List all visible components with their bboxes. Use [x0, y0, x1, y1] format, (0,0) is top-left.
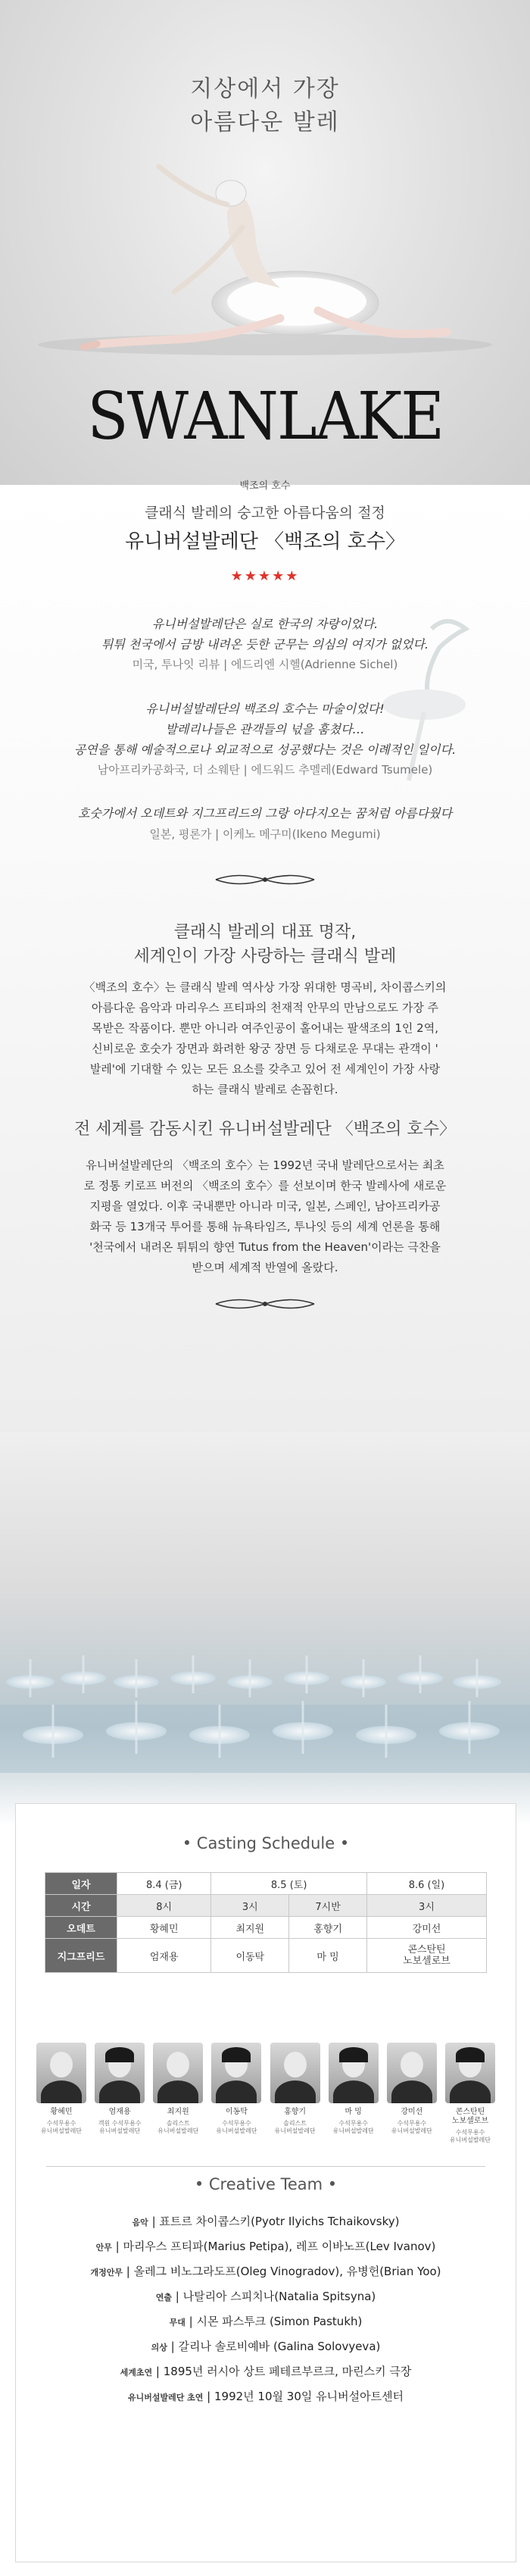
table-cell: 황혜민: [117, 1917, 211, 1939]
table-cell: 7시반: [289, 1895, 367, 1917]
hero-banner: [0, 0, 530, 492]
dancer-name: 이동탁: [225, 2108, 248, 2116]
body-line: 발레'에 기대할 수 있는 모든 요소를 갖추고 있어 전 세계인이 가장 사랑: [89, 1062, 441, 1076]
credit-separator: |: [148, 2215, 160, 2228]
casting-schedule-title: • Casting Schedule •: [182, 1834, 350, 1852]
dancer-role: 솔리스트 유니버설발레단: [274, 2120, 316, 2134]
credit-role: 안무: [95, 2243, 112, 2252]
credit-row: [16, 2384, 516, 2409]
credit-person: 마리우스 프티파(Marius Petipa), 레프 이바노프(Lev Ivanov): [123, 2240, 436, 2253]
body-line: 하는 클래식 발레로 손꼽힌다.: [192, 1083, 338, 1096]
dancer-name: 엄재용: [108, 2108, 131, 2116]
table-cell: 엄재용: [117, 1939, 211, 1973]
credit-person: 갈리나 솔로비예바 (Galina Solovyeva): [178, 2340, 381, 2353]
body-line: 지평을 열었다. 이후 국내뿐만 아니라 미국, 일본, 스페인, 남아프리카공: [89, 1199, 441, 1213]
body-line: 유니버설발레단의 〈백조의 호수〉는 1992년 국내 발레단으로서는 최초: [86, 1158, 444, 1172]
dancer-card: [34, 2043, 89, 2156]
creative-team-list: [16, 2209, 516, 2409]
credit-role: 연출: [155, 2293, 172, 2302]
dancer-photo: [153, 2043, 203, 2103]
logo-subtitle: 백조의 호수: [239, 480, 291, 492]
ornament-divider: [212, 1296, 318, 1312]
dancer-role: 수석무용수 유니버설발레단: [40, 2120, 83, 2134]
table-row-label: 일자: [45, 1873, 117, 1895]
casting-schedule-table: [45, 1872, 487, 1973]
ballerina-illustration: [0, 159, 530, 508]
dancer-role: 객원 수석무용수 유니버설발레단: [98, 2120, 142, 2134]
dancer-photo: [270, 2043, 320, 2103]
section-title-world: 전 세계를 감동시킨 유니버설발레단 〈백조의 호수〉: [73, 1120, 456, 1139]
rating-stars: ★★★★★: [230, 568, 300, 584]
credit-row: [16, 2284, 516, 2309]
dancer-photo: [211, 2043, 261, 2103]
body-line: 로 정통 키로프 버전의 〈백조의 호수〉를 선보이며 한국 발레사에 새로운: [83, 1179, 447, 1193]
table-cell: 8.6 (일): [366, 1873, 486, 1895]
credit-row: [16, 2209, 516, 2234]
table-cell: 마 밍: [289, 1939, 367, 1973]
dancer-role: 수석무용수 유니버설발레단: [216, 2120, 257, 2134]
hero-tagline-line1: 지상에서 가장: [190, 76, 340, 102]
table-cell: 이동탁: [211, 1939, 289, 1973]
credit-separator: |: [122, 2265, 134, 2278]
body-line: 아름다운 음악과 마리우스 프티파의 천재적 안무의 만남으로도 가장 주: [91, 1001, 439, 1014]
quote-line: 호숫가에서 오데트와 지그프리드의 그랑 아다지오는 꿈처럼 아름다웠다: [77, 806, 453, 821]
table-cell: 강미선: [366, 1917, 486, 1939]
credit-row: [16, 2234, 516, 2259]
credit-person: 나탈리아 스피치나(Natalia Spitsyna): [182, 2290, 376, 2303]
ornament-divider: [212, 871, 318, 888]
dancer-role: 수석무용수 유니버설발레단: [332, 2120, 374, 2134]
table-cell: 8시: [117, 1895, 211, 1917]
dancer-portraits: [34, 2043, 497, 2156]
credit-role: 음악: [132, 2218, 148, 2227]
credit-row: [16, 2309, 516, 2334]
dancer-name: 최지원: [167, 2108, 189, 2116]
table-cell: 홍향기: [289, 1917, 367, 1939]
dancer-role: 솔리스트 유니버설발레단: [157, 2120, 199, 2134]
dancer-card: [268, 2043, 323, 2156]
dancer-role: 수석무용수 유니버설발레단: [391, 2120, 432, 2134]
body-line: 화국 등 13개국 투어를 통해 뉴욕타임즈, 투나잇 등의 세계 언론을 통해: [89, 1220, 441, 1233]
section-title-line: 클래식 발레의 대표 명작,: [173, 923, 357, 942]
credit-person: 올레그 비노그라도프(Oleg Vinogradov), 유병헌(Brian Yoo): [133, 2265, 441, 2278]
dancer-photo: [387, 2043, 437, 2103]
creative-team-title: • Creative Team •: [194, 2175, 338, 2193]
corps-de-ballet-photo: [0, 1432, 530, 1826]
credit-separator: |: [185, 2315, 197, 2328]
body-line: 받으며 세계적 반열에 올랐다.: [192, 1261, 338, 1274]
dancer-name: 황혜민: [50, 2108, 73, 2116]
dancer-photo: [95, 2043, 145, 2103]
credit-role: 무대: [169, 2318, 186, 2327]
table-row-label: 시간: [45, 1895, 117, 1917]
credit-separator: |: [172, 2290, 183, 2303]
body-line: '천국에서 내려온 튀튀의 향연 Tutus from the Heaven'이라는 극찬을: [89, 1240, 441, 1254]
dancer-card: [443, 2043, 497, 2156]
dancer-photo: [329, 2043, 379, 2103]
body-line: 신비로운 호숫가 장면과 화려한 왕궁 장면 등 다채로운 무대는 관객이 ': [92, 1042, 438, 1055]
quote-line: 유니버설발레단은 실로 한국의 자랑이었다.: [151, 617, 379, 631]
quote-line: 공연을 통해 예술적으로나 외교적으로 성공했다는 것은 이례적인 일이다.: [73, 742, 457, 757]
credit-role: 세계초연: [120, 2368, 153, 2377]
table-row-label: 오데트: [45, 1917, 117, 1939]
title-logo: [0, 379, 530, 455]
credit-role: 유니버설발레단 초연: [127, 2393, 204, 2402]
dancer-card: [151, 2043, 205, 2156]
table-cell: 8.4 (금): [117, 1873, 211, 1895]
table-cell: 8.5 (토): [211, 1873, 367, 1895]
quote-line: 유니버설발레단의 백조의 호수는 마술이었다!: [145, 702, 385, 716]
swans-stage-image: [0, 1432, 530, 1826]
table-cell: 3시: [366, 1895, 486, 1917]
dancer-photo: [445, 2043, 495, 2103]
dancer-name: 강미선: [401, 2108, 423, 2116]
dancer-card: [209, 2043, 263, 2156]
table-cell: 콘스탄틴 노보셀로브: [366, 1939, 486, 1973]
credit-separator: |: [152, 2365, 164, 2378]
swan-lake-logo: SWANLAKE: [87, 379, 443, 455]
credit-person: 시몬 파스투크 (Simon Pastukh): [196, 2315, 363, 2328]
intro-title: 유니버설발레단 〈백조의 호수〉: [125, 530, 405, 553]
body-line: 목받은 작품이다. 뿐만 아니라 여주인공이 홀어내는 팔색조의 1인 2역,: [91, 1021, 438, 1035]
credit-separator: |: [111, 2240, 123, 2253]
dancer-name: 홍향기: [284, 2108, 307, 2116]
hero-tagline-line2: 아름다운 발레: [190, 109, 340, 136]
dancer-card: [326, 2043, 381, 2156]
quote-line: 발레리나들은 관객들의 넋을 훔쳤다…: [165, 722, 365, 736]
section-body-masterpiece: [30, 977, 500, 1100]
dancer-card: [385, 2043, 439, 2156]
credit-row: [16, 2359, 516, 2384]
intro-subtitle: 클래식 발레의 숭고한 아름다움의 절정: [145, 505, 385, 521]
review-source-3: 일본, 평론가 | 이케노 메구미(Ikeno Megumi): [149, 827, 381, 841]
quote-line: 튀튀 천국에서 금방 내려온 듯한 군무는 의심의 여지가 없었다.: [101, 637, 429, 652]
credit-separator: |: [203, 2390, 214, 2403]
credit-person: 1895년 러시아 상트 페테르부르크, 마린스키 극장: [163, 2365, 412, 2378]
dancer-card: [92, 2043, 147, 2156]
credit-role: 의상: [151, 2343, 167, 2352]
credit-row: [16, 2334, 516, 2359]
credit-person: 1992년 10월 30일 유니버설아트센터: [214, 2390, 404, 2403]
dancer-name: 콘스탄틴 노보셀로브: [451, 2108, 489, 2125]
review-source-2: 남아프리카공화국, 더 소웨탄 | 에드워드 추멜레(Edward Tsumele): [97, 763, 433, 777]
table-cell: 3시: [211, 1895, 289, 1917]
section-title-masterpiece: [30, 921, 500, 969]
table-cell: 최지원: [211, 1917, 289, 1939]
credit-row: [16, 2259, 516, 2284]
review-quote-2: [30, 699, 500, 760]
credit-person: 표트르 차이콥스키(Pyotr Ilyichs Tchaikovsky): [159, 2215, 400, 2228]
body-line: 〈백조의 호수〉는 클래식 발레 역사상 가장 위대한 명곡비, 차이콥스키의: [83, 980, 447, 994]
dancer-name: 마 밍: [344, 2108, 362, 2116]
section-title-line: 세계인이 가장 사랑하는 클래식 발레: [133, 947, 397, 966]
review-source-1: 미국, 투나잇 리뷰 | 에드리엔 시헬(Adrienne Sichel): [132, 658, 398, 671]
review-quote-3: [30, 803, 500, 824]
dancer-role: 수석무용수 유니버설발레단: [449, 2129, 491, 2143]
review-quote-1: [30, 614, 500, 655]
section-body-world: [30, 1155, 500, 1278]
casting-info-box: [15, 1803, 516, 2562]
dancer-photo: [36, 2043, 86, 2103]
divider-line: [46, 2166, 485, 2167]
credit-role: 개정안무: [90, 2268, 123, 2277]
credit-separator: |: [167, 2340, 179, 2353]
table-row-label: 지그프리드: [45, 1939, 117, 1973]
